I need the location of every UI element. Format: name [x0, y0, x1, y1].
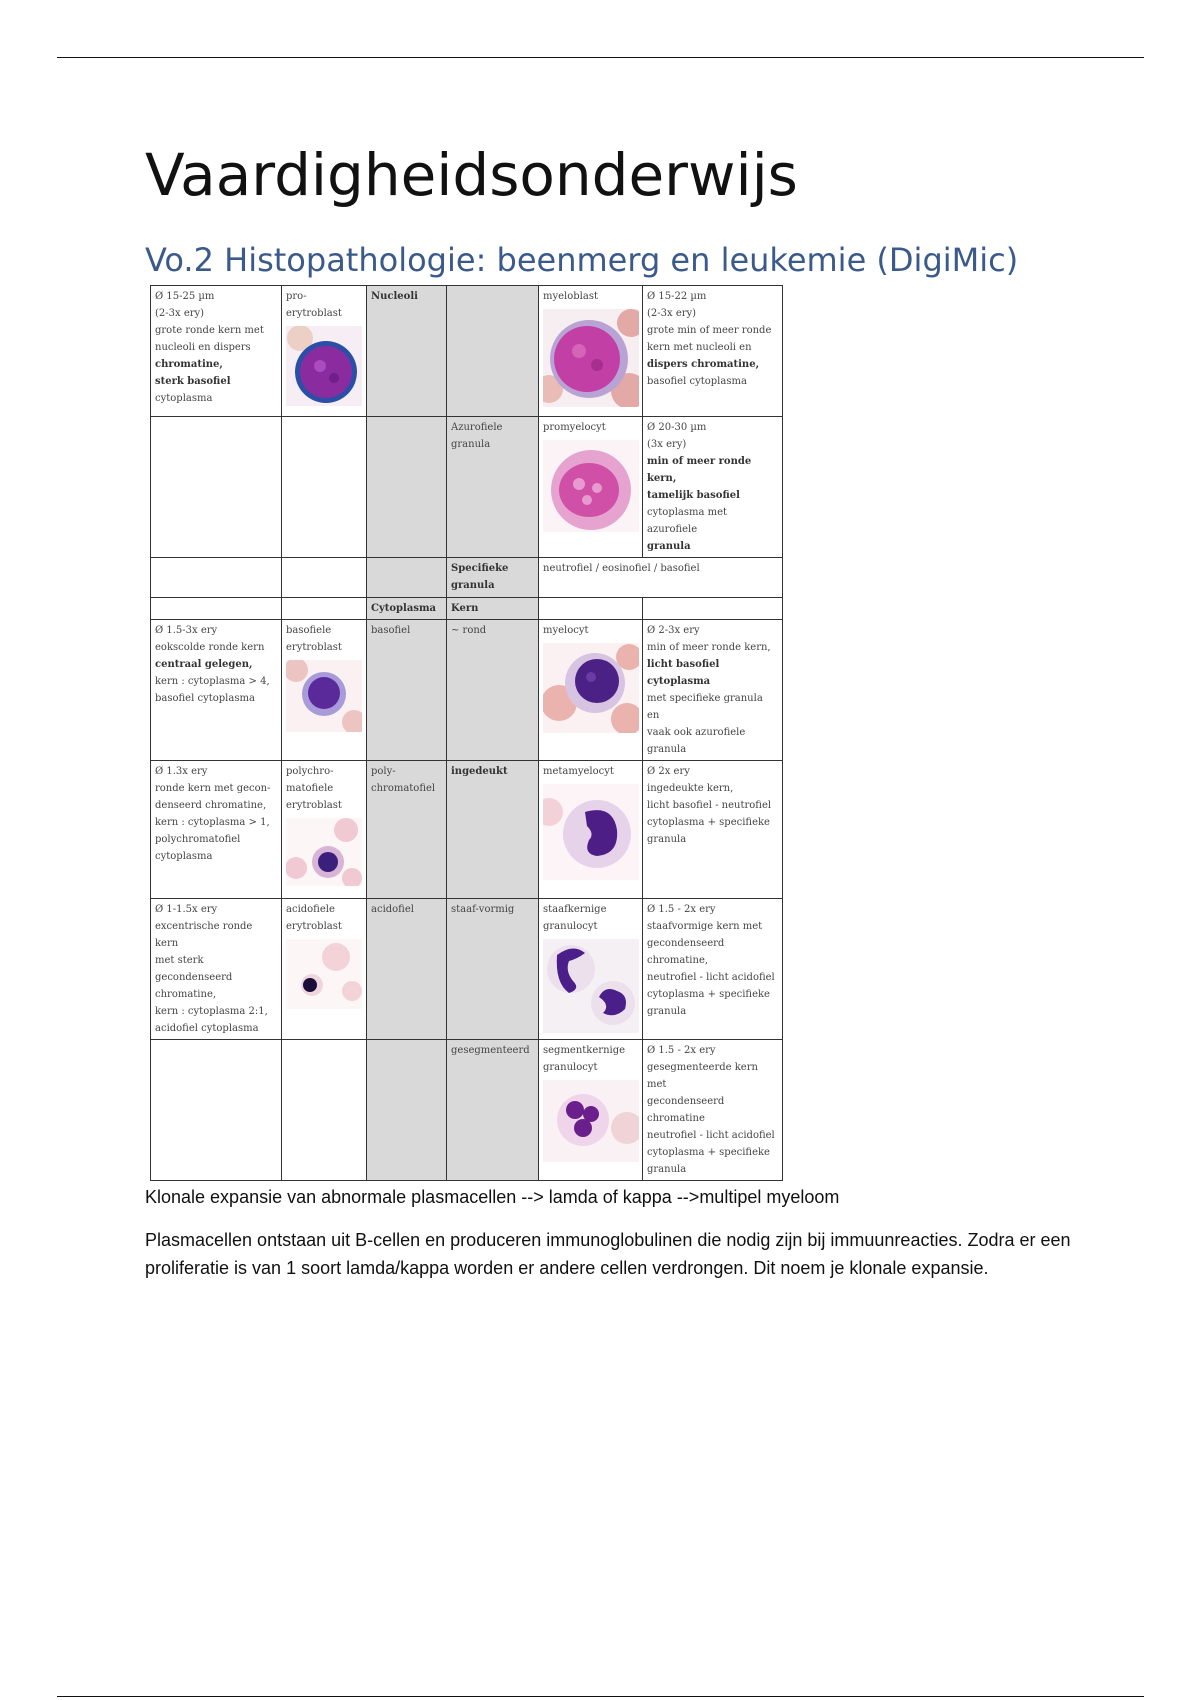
cell-type: promyelocyt	[539, 417, 643, 558]
table-row: Ø 1-1.5x ery excentrische ronde kern met sterk gecondenseerd chromatine, kern : cytoplasma 2:1, acidofiel cytoplasma acidofiele erytroblast acidofiel staaf-vormig staafkernige granulocyt Ø 1.5 - 2x ery staafvormige kern met gecondenseerd chromatine, neutrofiel - licht acidofiel cytoplasma + specifieke granula	[151, 899, 783, 1040]
granula-types: neutrofiel / eosinofiel / basofiel	[539, 558, 783, 598]
cell-description: Ø 15-25 µm (2-3x ery) grote ronde kern met nucleoli en dispers chromatine, sterk basofiel cytoplasma	[151, 286, 282, 417]
column-header-kern: Kern	[447, 598, 539, 620]
promyelocyte-micrograph	[543, 440, 639, 532]
feature-header: Nucleoli	[367, 286, 447, 417]
cell-description: Ø 1.5-3x ery eokscolde ronde kern centraal gelegen, kern : cytoplasma > 4, basofiel cytoplasma	[151, 620, 282, 761]
cell-type: acidofiele erytroblast	[282, 899, 367, 1040]
basophilic-erythroblast-micrograph	[286, 660, 362, 732]
cell-type: basofiele erytroblast	[282, 620, 367, 761]
polychromatophilic-erythroblast-micrograph	[286, 818, 362, 886]
table-row	[151, 286, 783, 417]
myelocyte-micrograph	[543, 643, 639, 733]
cell-type: myeloblast	[539, 286, 643, 417]
myeloblast-micrograph	[543, 309, 639, 407]
cell-description: Ø 2-3x ery min of meer ronde kern, licht basofiel cytoplasma met specifieke granula en vaak ook azurofiele granula	[643, 620, 783, 761]
metamyelocyte-micrograph	[543, 784, 639, 880]
footer-rule	[57, 1696, 1144, 1697]
column-header-cytoplasma: Cytoplasma	[367, 598, 447, 620]
body-paragraph: Klonale expansie van abnormale plasmacellen --> lamda of kappa -->multipel myeloom	[145, 1187, 840, 1207]
feature-cell: Specifieke granula	[447, 558, 539, 598]
cell-type: myelocyt	[539, 620, 643, 761]
cell-description: Ø 15-22 µm (2-3x ery) grote min of meer ronde kern met nucleoli en dispers chromatine, basofiel cytoplasma	[643, 286, 783, 417]
section-heading: Vo.2 Histopathologie: beenmerg en leukemie (DigiMic)	[145, 241, 1019, 279]
cell-description: Ø 2x ery ingedeukte kern, licht basofiel - neutrofiel cytoplasma + specifieke granula	[643, 761, 783, 899]
table-row: Ø 1.3x ery ronde kern met gecon- denseerd chromatine, kern : cytoplasma > 1, polychromatofiel cytoplasma polychro- matofiele erytroblast poly- chromatofiel ingedeukt metamyelocyt Ø 2x ery ingedeukte kern, licht basofiel - neutrofiel cytoplasma + specifieke granula	[151, 761, 783, 899]
cell-description: Ø 1.5 - 2x ery gesegmenteerde kern met gecondenseerd chromatine neutrofiel - licht acidofiel cytoplasma + specifieke granula	[643, 1040, 783, 1181]
feature-cell: Azurofiele granula	[447, 417, 539, 558]
acidophilic-erythroblast-micrograph	[286, 939, 362, 1009]
table-row: gesegmenteerd segmentkernige granulocyt Ø 1.5 - 2x ery gesegmenteerde kern met gecondenseerd chromatine neutrofiel - licht acidofiel cytoplasma + specifieke granula	[151, 1040, 783, 1181]
table-row	[151, 417, 783, 558]
cell-type: staafkernige granulocyt	[539, 899, 643, 1040]
cell-type: segmentkernige granulocyt	[539, 1040, 643, 1181]
table-row	[151, 598, 783, 620]
body-paragraph: Plasmacellen ontstaan uit B-cellen en produceren immunoglobulinen die nodig zijn bij immuunreacties. Zodra er een proliferatie is van 1 soort lamda/kappa worden er andere cellen verdrongen. Dit noem je klonale expansie.	[145, 1230, 1071, 1278]
header-rule	[57, 57, 1144, 58]
cell-description: Ø 1.5 - 2x ery staafvormige kern met gecondenseerd chromatine, neutrofiel - licht acidofiel cytoplasma + specifieke granula	[643, 899, 783, 1040]
band-granulocyte-micrograph	[543, 939, 639, 1033]
cell-type: polychro- matofiele erytroblast	[282, 761, 367, 899]
cell-type: metamyelocyt	[539, 761, 643, 899]
cell-description: Ø 1-1.5x ery excentrische ronde kern met sterk gecondenseerd chromatine, kern : cytoplasma 2:1, acidofiel cytoplasma	[151, 899, 282, 1040]
cell-description: Ø 1.3x ery ronde kern met gecon- denseerd chromatine, kern : cytoplasma > 1, polychromatofiel cytoplasma	[151, 761, 282, 899]
segmented-granulocyte-micrograph	[543, 1080, 639, 1162]
table-row	[151, 558, 783, 598]
cell-differentiation-table	[150, 285, 783, 1181]
page-title: Vaardigheidsonderwijs	[145, 141, 798, 209]
cell-description: Ø 20-30 µm (3x ery) min of meer ronde kern, tamelijk basofiel cytoplasma met azurofiele granula	[643, 417, 783, 558]
proerythroblast-micrograph	[286, 326, 362, 406]
table-row: Ø 1.5-3x ery eokscolde ronde kern centraal gelegen, kern : cytoplasma > 4, basofiel cytoplasma basofiele erytroblast basofiel ~ rond myelocyt Ø 2-3x ery min of meer ronde kern, licht basofiel cytoplasma met specifieke granula en vaak ook azurofiele granula	[151, 620, 783, 761]
cell-type: pro- erytroblast	[282, 286, 367, 417]
